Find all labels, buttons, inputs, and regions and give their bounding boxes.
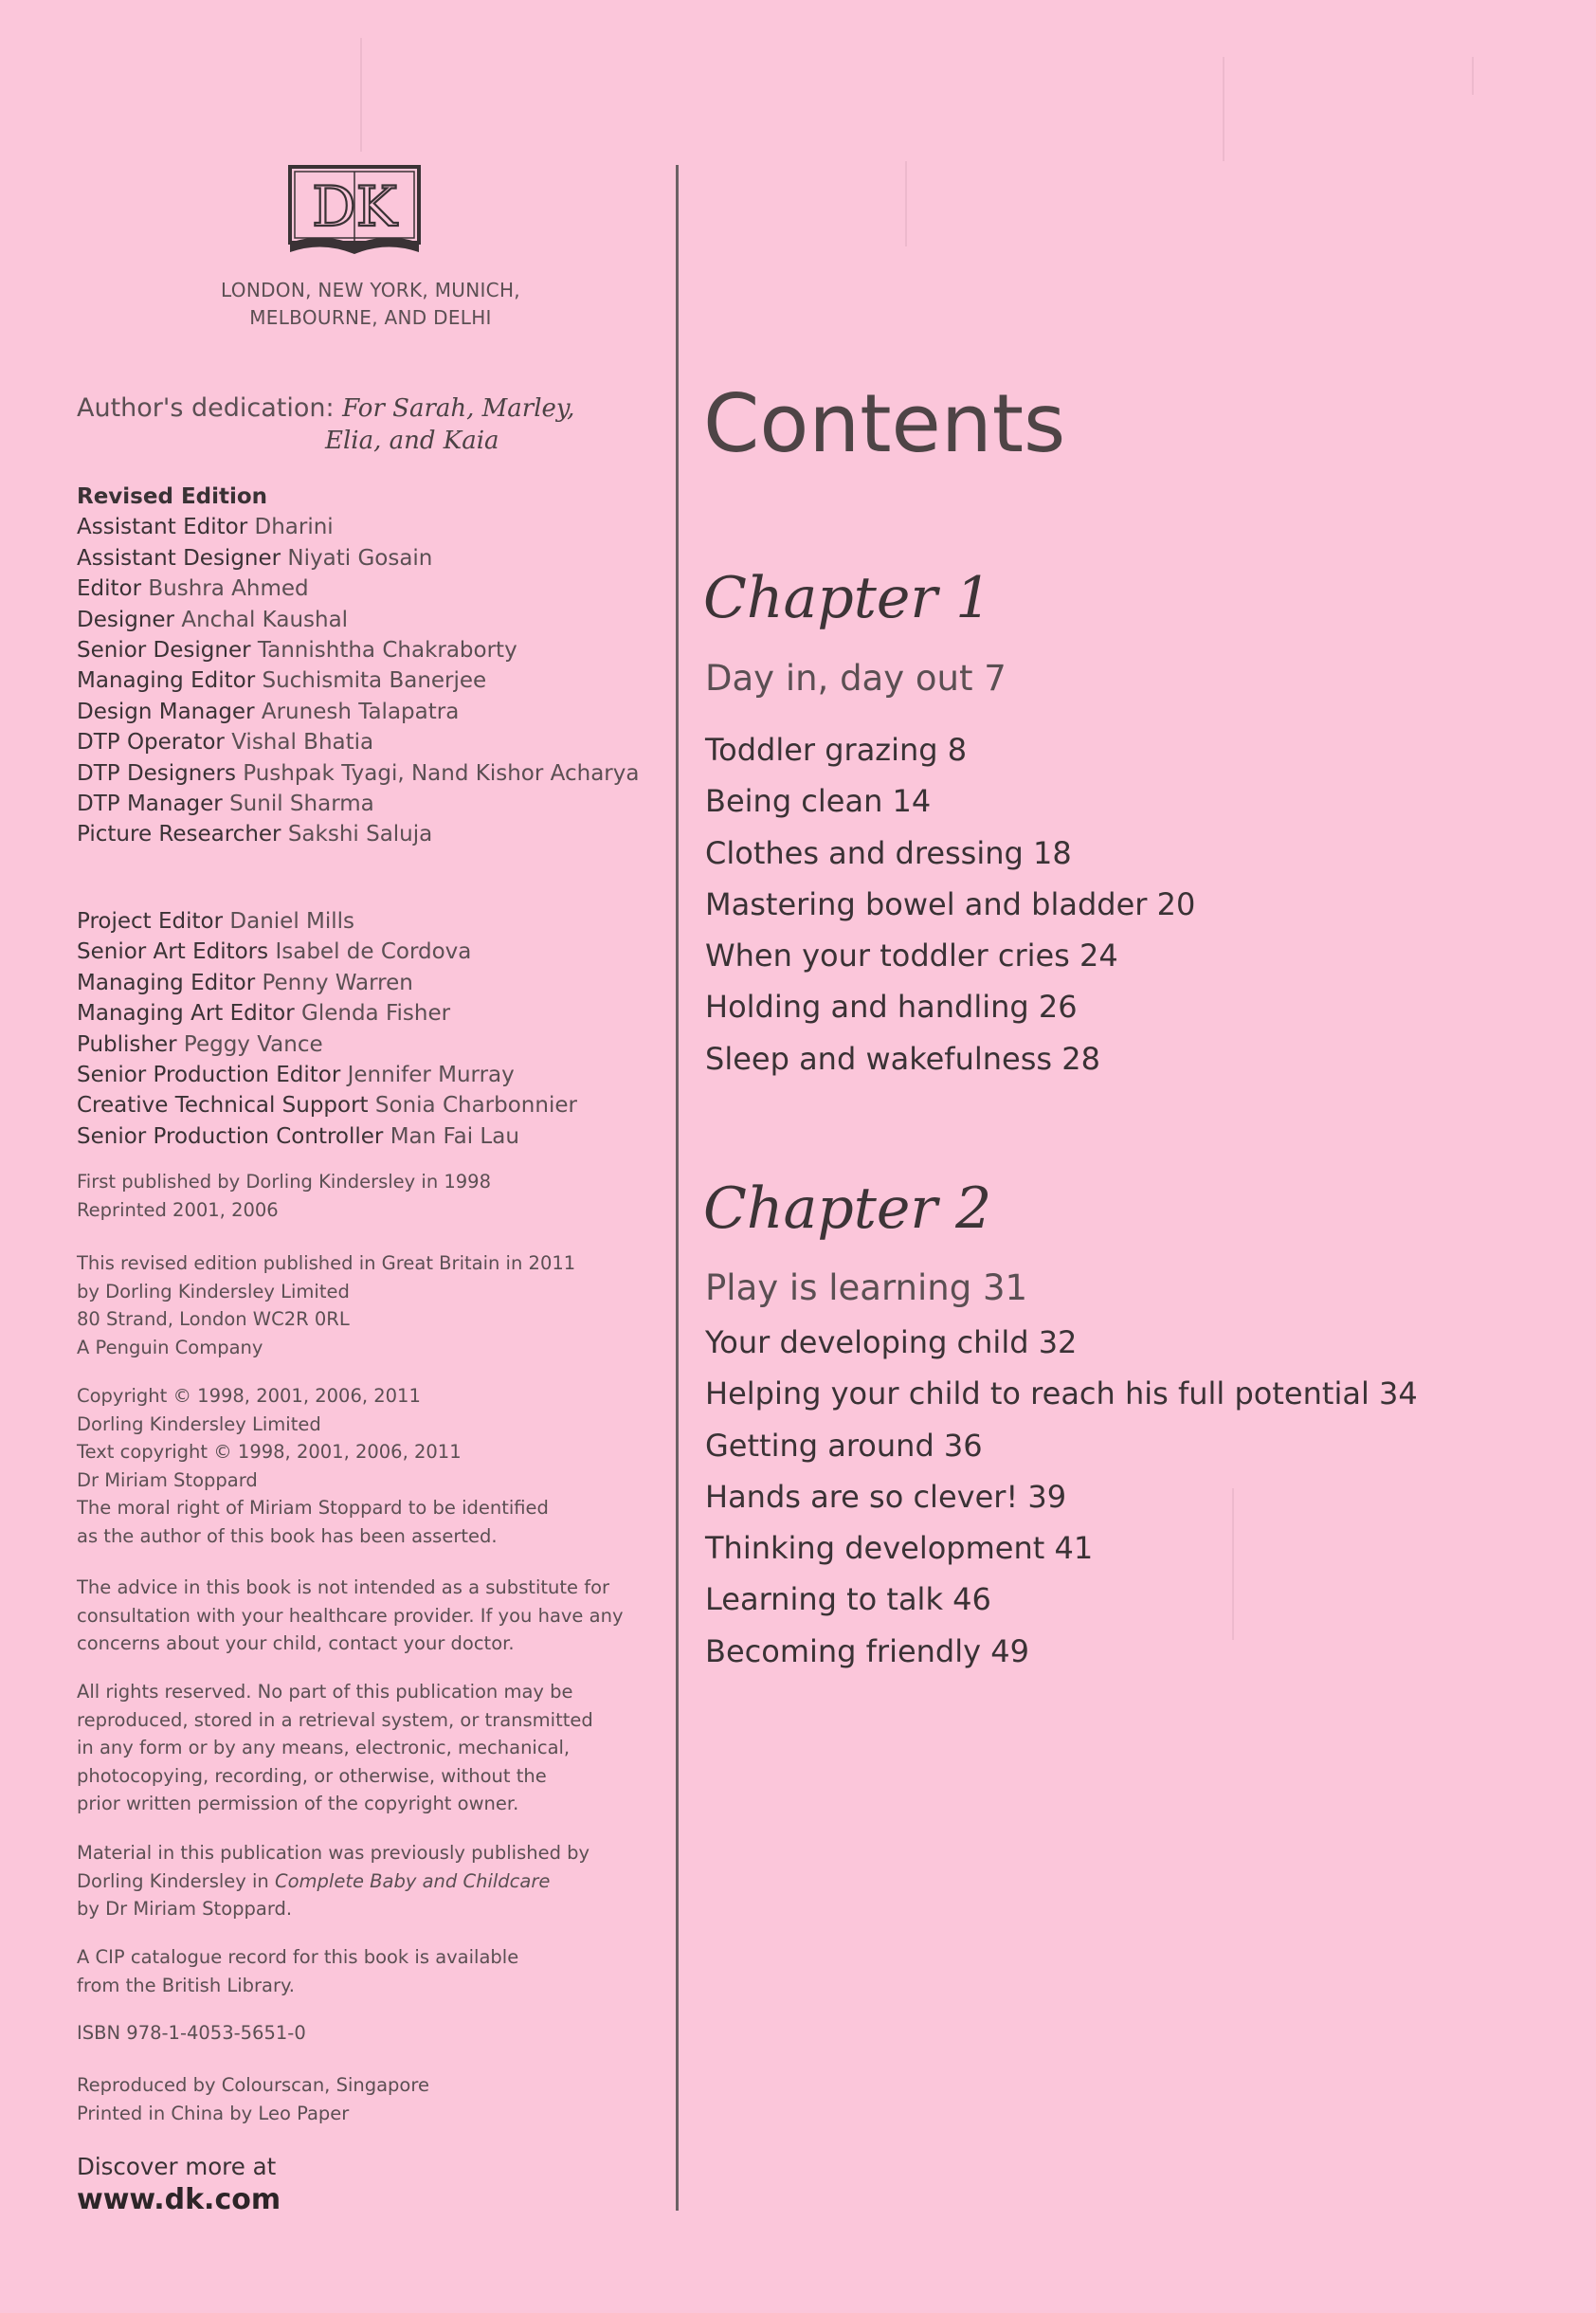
credit-role: Managing Editor [77,668,256,694]
credit-name: Sonia Charbonnier [374,1093,577,1119]
chapter-subtitle[interactable]: Play is learning 31 [705,1267,1028,1308]
credit-row [77,1121,683,1152]
credit-row [77,906,683,937]
toc-item[interactable]: Getting around 36 [705,1427,983,1464]
credit-name: Arunesh Talapatra [261,699,460,724]
cities-line: MELBOURNE, AND DELHI [249,306,492,329]
discover-label: Discover more at [77,2153,277,2180]
credit-row [77,819,683,849]
toc-item[interactable]: Learning to talk 46 [705,1581,991,1618]
chapter-subtitle[interactable]: Day in, day out 7 [705,658,1007,699]
credit-role: Assistant Editor [77,515,248,540]
isbn-block [77,2019,683,2048]
credit-role: Senior Production Controller [77,1123,384,1149]
credit-name: Niyati Gosain [287,545,433,571]
credit-role: Senior Art Editors [77,939,269,965]
imprint-line: reproduced, stored in a retrieval system, or transmitted [77,1708,593,1731]
imprint-line: Copyright © 1998, 2001, 2006, 2011 [77,1385,421,1407]
credit-row [77,1029,683,1060]
credits-heading: Revised Edition [77,484,268,509]
credit-row [77,1060,683,1090]
credit-name: Dharini [254,515,334,540]
chapter-1-list [705,724,1558,1084]
credit-name: Peggy Vance [183,1031,323,1057]
imprint-line: from the British Library. [77,1974,295,1996]
isbn: ISBN 978-1-4053-5651-0 [77,2022,306,2044]
imprint-line: All rights reserved. No part of this publication may be [77,1681,573,1703]
imprint-line: Printed in China by Leo Paper [77,2102,350,2124]
imprint-line: A Penguin Company [77,1336,263,1358]
credit-role: DTP Designers [77,760,236,786]
cities-line: LONDON, NEW YORK, MUNICH, [221,279,520,301]
imprint-line: 80 Strand, London WC2R 0RL [77,1308,350,1330]
credit-row [77,998,683,1029]
discover-block [77,2152,683,2218]
paper-streak [360,38,362,152]
rights-block [77,1678,683,1818]
imprint-line: concerns about your child, contact your doctor. [77,1632,515,1654]
credit-role: Senior Production Editor [77,1063,341,1088]
dedication-line: For Sarah, Marley, [342,394,575,423]
publisher-cities [77,277,664,332]
toc-item[interactable]: Sleep and wakefulness 28 [705,1040,1100,1077]
paper-streak [905,161,907,246]
credit-row [77,574,683,604]
credit-role: Managing Art Editor [77,1001,295,1027]
credit-name: Suchismita Banerjee [262,668,487,694]
dedication-label: Author's dedication: [77,393,335,423]
credit-role: Project Editor [77,909,224,934]
imprint-line: in any form or by any means, electronic, mechanical, [77,1737,571,1758]
credit-row [77,665,683,696]
material-block [77,1839,683,1923]
credit-name: Glenda Fisher [301,1001,451,1027]
advice-block [77,1574,683,1658]
material-line: by Dr Miriam Stoppard. [77,1898,293,1920]
credit-name: Bushra Ahmed [148,576,309,602]
paper-streak [1223,57,1224,161]
revised-edition-block [77,1249,683,1361]
chapter-2-list [705,1317,1558,1677]
credit-name: Penny Warren [262,970,413,995]
credit-name: Jennifer Murray [347,1063,515,1088]
imprint-line: A CIP catalogue record for this book is available [77,1946,519,1968]
toc-item[interactable]: Clothes and dressing 18 [705,834,1072,871]
credit-name: Isabel de Cordova [275,939,472,965]
credit-role: Picture Researcher [77,822,281,847]
dedication-line: Elia, and Kaia [325,427,499,455]
imprint-line: This revised edition published in Great Britain in 2011 [77,1252,576,1274]
credit-row [77,512,683,542]
toc-item[interactable]: Toddler grazing 8 [705,732,968,768]
imprint-line: as the author of this book has been asserted. [77,1524,498,1547]
chapter-heading: Chapter 2 [703,1175,992,1242]
credit-row [77,758,683,789]
imprint-line: prior written permission of the copyright owner. [77,1793,519,1814]
toc-item[interactable]: Becoming friendly 49 [705,1632,1029,1669]
credit-role: Editor [77,576,142,602]
imprint-line: consultation with your healthcare provider. If you have any [77,1604,624,1627]
credit-row [77,543,683,574]
original-credits [77,906,683,1152]
imprint-line: First published by Dorling Kindersley in 1998 [77,1171,491,1193]
first-published-block [77,1168,683,1224]
credit-role: Designer [77,607,175,632]
website-link[interactable]: www.dk.com [77,2183,281,2216]
imprint-line: Dr Miriam Stoppard [77,1468,258,1491]
logo-text: DK [312,174,397,239]
credit-name: Vishal Bhatia [231,730,374,756]
credit-role: Senior Designer [77,638,251,664]
imprint-line: Dorling Kindersley Limited [77,1412,321,1435]
credit-role: Managing Editor [77,970,256,995]
credit-role: Design Manager [77,699,255,724]
credit-name: Sakshi Saluja [287,822,433,847]
credit-name: Man Fai Lau [390,1123,519,1149]
author-dedication [77,392,664,455]
material-line: Material in this publication was previously published by [77,1842,590,1864]
credit-name: Anchal Kaushal [181,607,349,632]
revised-edition-credits [77,482,683,850]
credit-row [77,937,683,967]
credit-role: DTP Manager [77,792,223,817]
toc-item[interactable]: Helping your child to reach his full potential 34 [705,1375,1418,1412]
contents-title: Contents [703,377,1066,471]
toc-item[interactable]: Mastering bowel and bladder 20 [705,885,1196,922]
book-logo-icon [284,163,426,258]
credit-row [77,1090,683,1120]
credit-name: Daniel Mills [229,909,355,934]
credit-role: Assistant Designer [77,545,281,571]
credit-row [77,727,683,757]
imprint-line: Text copyright © 1998, 2001, 2006, 2011 [77,1441,462,1463]
cip-block [77,1943,683,1999]
chapter-heading: Chapter 1 [703,565,992,631]
credit-role: Publisher [77,1031,177,1057]
credit-name: Sunil Sharma [229,792,374,817]
column-divider [676,165,679,2211]
imprint-line: photocopying, recording, or otherwise, without the [77,1764,547,1787]
toc-item[interactable]: When your toddler cries 24 [705,938,1118,974]
imprint-line: The moral right of Miriam Stoppard to be identified [77,1497,549,1519]
imprint-line: The advice in this book is not intended as a substitute for [77,1576,610,1598]
credit-name: Tannishtha Chakraborty [257,638,517,664]
imprint-line: Reprinted 2001, 2006 [77,1198,279,1221]
paper-streak [1472,57,1474,95]
toc-item[interactable]: Hands are so clever! 39 [705,1478,1067,1515]
material-line: Dorling Kindersley in [77,1869,275,1892]
toc-item[interactable]: Being clean 14 [705,783,932,820]
credit-role: Creative Technical Support [77,1093,369,1119]
credit-row [77,968,683,998]
toc-item[interactable]: Your developing child 32 [705,1324,1078,1360]
credit-row [77,605,683,635]
imprint-line: by Dorling Kindersley Limited [77,1280,350,1302]
printing-block [77,2071,683,2127]
imprint-line: Reproduced by Colourscan, Singapore [77,2074,429,2096]
book-title: Complete Baby and Childcare [274,1869,551,1892]
credit-row [77,635,683,665]
credit-role: DTP Operator [77,730,225,756]
credit-row [77,697,683,727]
toc-item[interactable]: Thinking development 41 [705,1530,1094,1567]
copyright-block [77,1382,683,1550]
dk-logo [284,163,426,258]
toc-item[interactable]: Holding and handling 26 [705,989,1078,1026]
credit-name: Pushpak Tyagi, Nand Kishor Acharya [243,760,640,786]
credit-row [77,789,683,819]
